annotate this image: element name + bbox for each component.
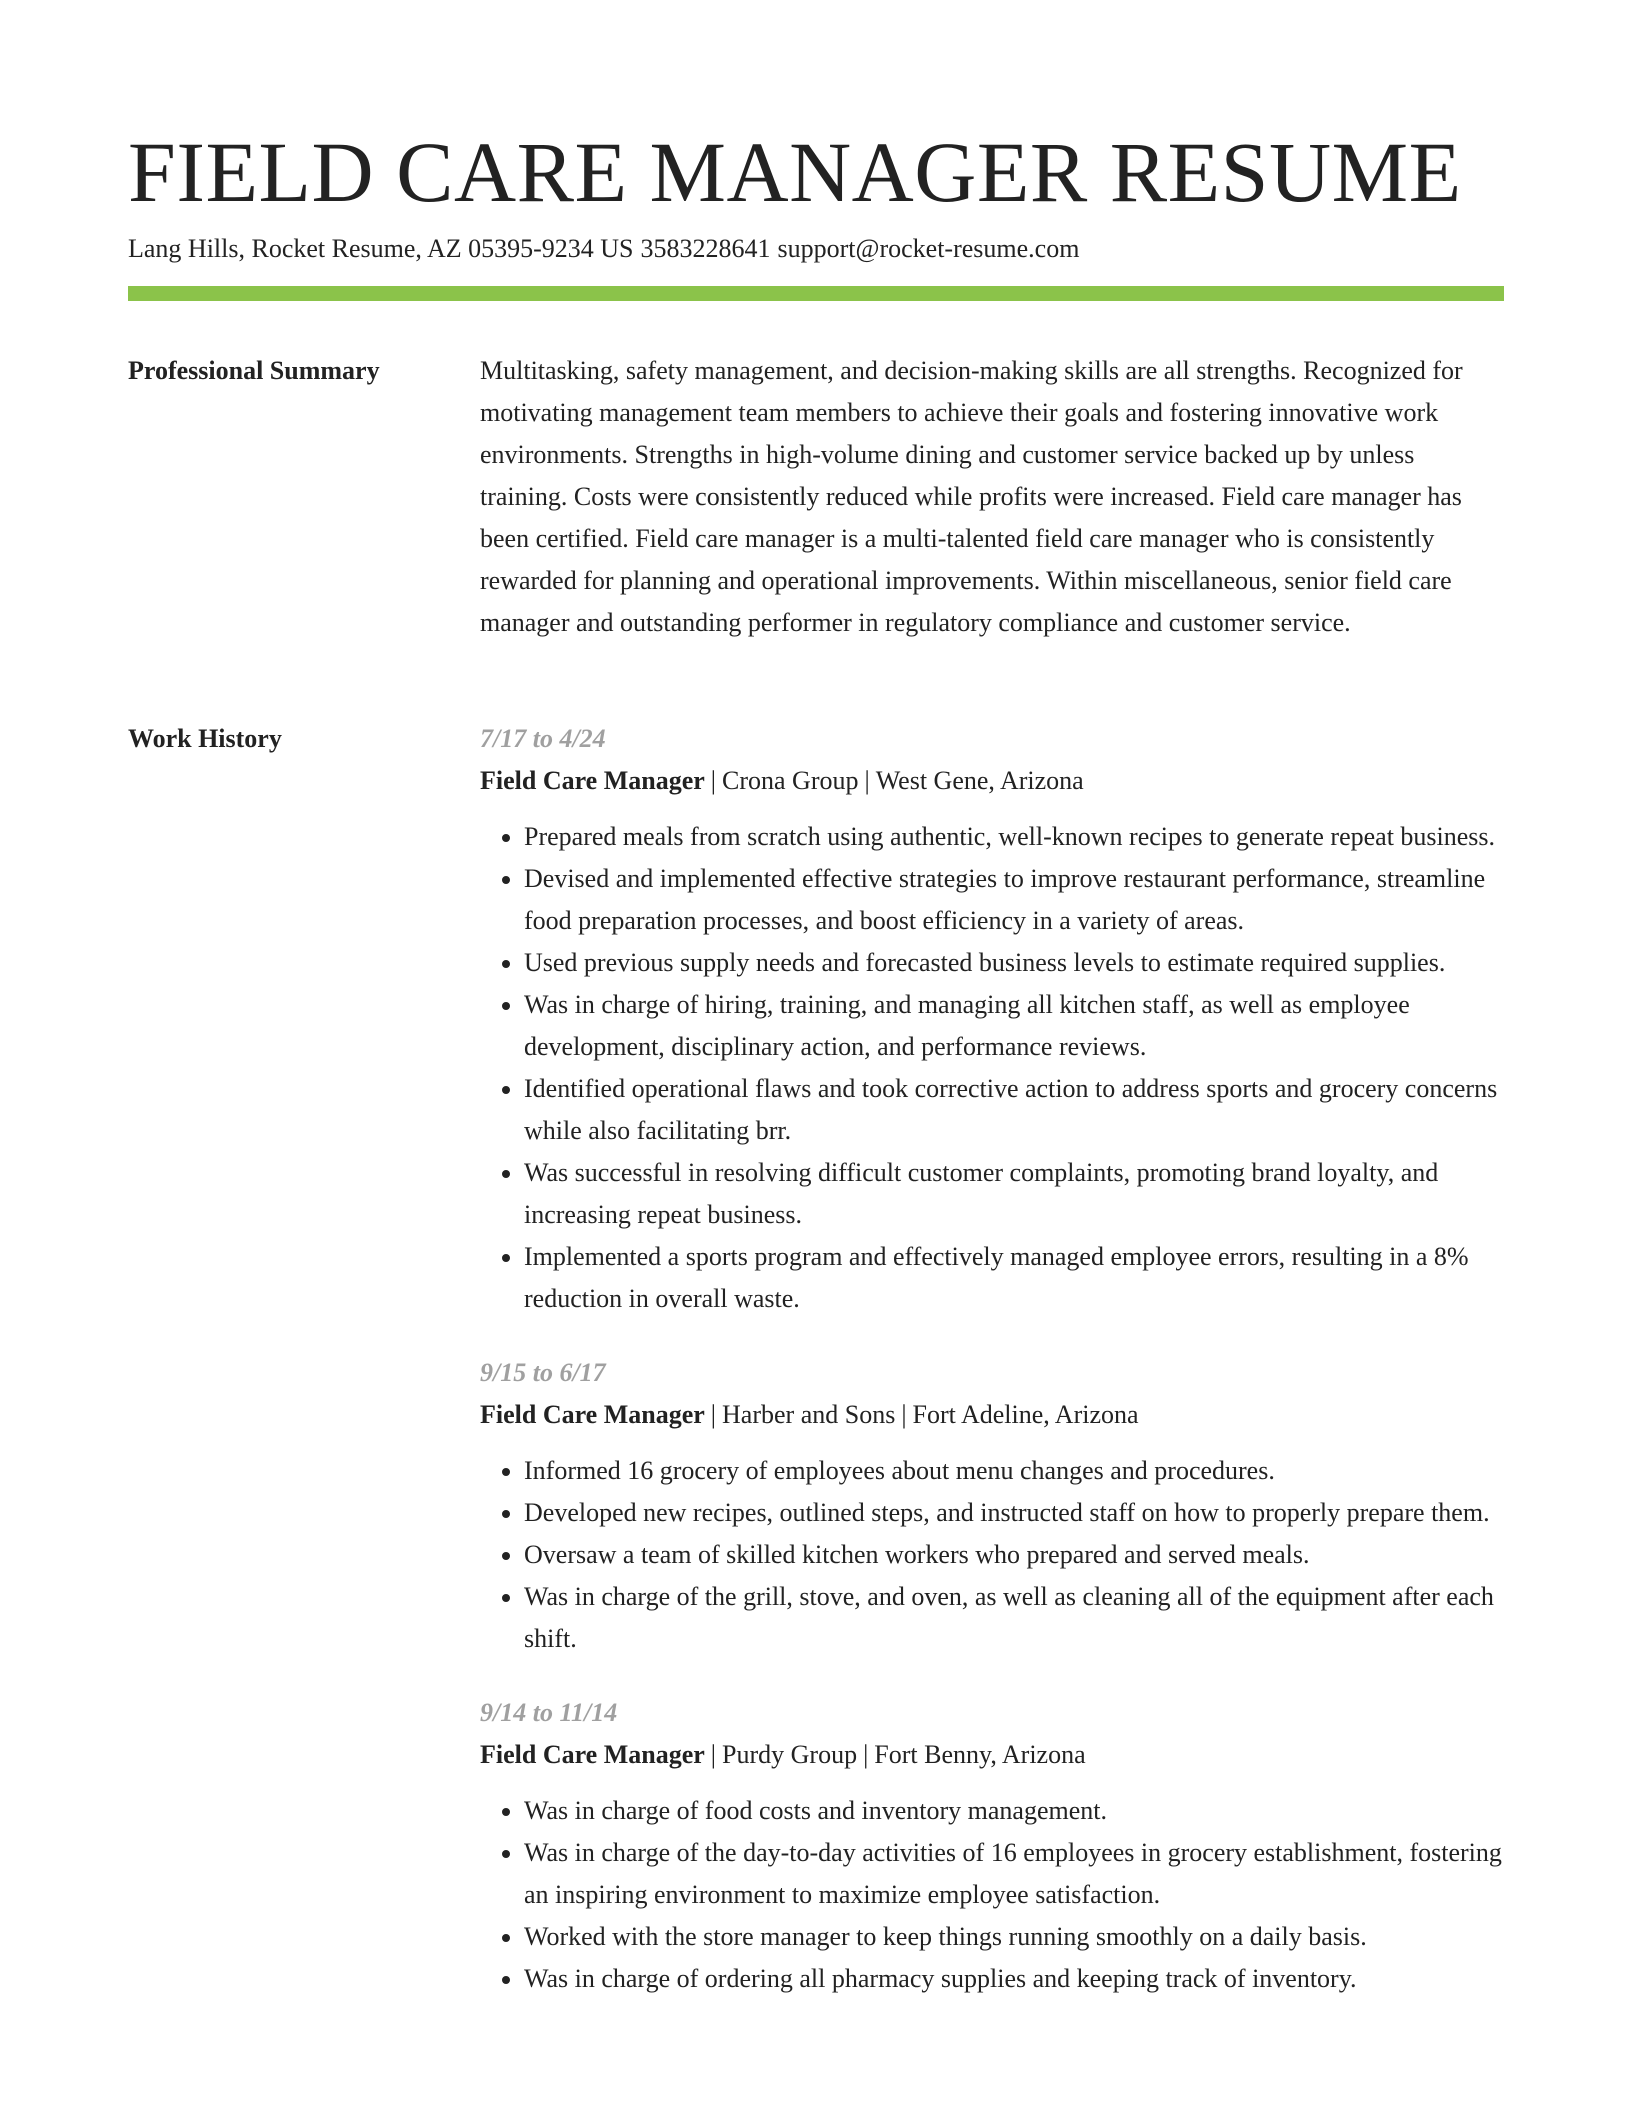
duty-item: • Was in charge of the grill, stove, and oven, as well as cleaning all of the equipment after each shift.: [524, 1576, 1504, 1660]
work-history-label: Work History: [128, 724, 282, 753]
separator: |: [864, 766, 870, 795]
duty-item: • Identified operational flaws and took corrective action to address sports and grocery concerns while also facilitating brr.: [524, 1068, 1504, 1152]
summary-body: [480, 350, 1504, 644]
duty-item: • Was in charge of hiring, training, and managing all kitchen staff, as well as employee development, disciplinary action, and performance reviews.: [524, 984, 1504, 1068]
duty-item: • Was successful in resolving difficult customer complaints, promoting brand loyalty, and increasing repeat business.: [524, 1152, 1504, 1236]
separator: |: [710, 766, 717, 795]
job-company: Crona Group: [722, 766, 859, 795]
job-location: Fort Adeline, Arizona: [912, 1400, 1139, 1429]
header-divider: [128, 286, 1504, 301]
job-heading: [480, 1394, 1504, 1436]
job-title: Field Care Manager: [480, 1740, 705, 1769]
duty-item: • Developed new recipes, outlined steps, and instructed staff on how to properly prepare them.: [524, 1492, 1504, 1534]
contact-line: [128, 229, 1079, 269]
job-entry: [480, 1352, 1504, 1660]
job-title: Field Care Manager: [480, 1400, 705, 1429]
job-entry: [480, 1692, 1504, 2000]
duty-item: • Prepared meals from scratch using authentic, well-known recipes to generate repeat business.: [524, 816, 1504, 858]
job-company: Harber and Sons: [722, 1400, 896, 1429]
duty-item: • Was in charge of ordering all pharmacy supplies and keeping track of inventory.: [524, 1958, 1504, 2000]
duty-item: • Devised and implemented effective strategies to improve restaurant performance, streamline food preparation processes, and boost efficiency in a variety of areas.: [524, 858, 1504, 942]
work-history-body: [480, 718, 1504, 2032]
duty-item: • Implemented a sports program and effectively managed employee errors, resulting in a 8% reduction in overall waste.: [524, 1236, 1504, 1320]
duty-item: • Worked with the store manager to keep things running smoothly on a daily basis.: [524, 1916, 1504, 1958]
separator: |: [710, 1400, 717, 1429]
duty-item: • Informed 16 grocery of employees about menu changes and procedures.: [524, 1450, 1504, 1492]
job-dates: 9/14 to 11/14: [480, 1698, 618, 1727]
job-title: Field Care Manager: [480, 766, 705, 795]
resume-title: FIELD CARE MANAGER RESUME: [128, 124, 1462, 220]
contact-email: support@rocket-resume.com: [777, 234, 1080, 263]
duty-item: • Used previous supply needs and forecasted business levels to estimate required supplies.: [524, 942, 1504, 984]
job-entry: [480, 718, 1504, 1320]
contact-address: Lang Hills, Rocket Resume, AZ 05395-9234 US: [128, 234, 634, 263]
job-heading: [480, 760, 1504, 802]
duty-list: [480, 1790, 1504, 2000]
duty-item: • Oversaw a team of skilled kitchen workers who prepared and served meals.: [524, 1534, 1504, 1576]
duty-list: [480, 1450, 1504, 1660]
duty-item: • Was in charge of food costs and inventory management.: [524, 1790, 1504, 1832]
job-location: West Gene, Arizona: [875, 766, 1084, 795]
separator: |: [710, 1740, 717, 1769]
separator: |: [901, 1400, 907, 1429]
job-company: Purdy Group: [722, 1740, 858, 1769]
duty-item: • Was in charge of the day-to-day activities of 16 employees in grocery establishment, fostering an inspiring environment to maximize employee satisfaction.: [524, 1832, 1504, 1916]
summary-label: Professional Summary: [128, 356, 380, 385]
contact-phone: 3583228641: [640, 234, 771, 263]
job-location: Fort Benny, Arizona: [874, 1740, 1086, 1769]
separator: |: [863, 1740, 869, 1769]
job-dates: 9/15 to 6/17: [480, 1358, 606, 1387]
summary-text: Multitasking, safety management, and decision-making skills are all strengths. Recognized for motivating management team members to achieve their goals and fostering innovative work environments. Strengths in high-volume dining and customer service backed up by unless training. Costs were consistently reduced while profits were increased. Field care manager has been certified. Field care manager is a multi-talented field care manager who is consistently rewarded for planning and operational improvements. Within miscellaneous, senior field care manager and outstanding performer in regulatory compliance and customer service.: [480, 356, 1463, 637]
job-dates: 7/17 to 4/24: [480, 724, 606, 753]
job-heading: [480, 1734, 1504, 1776]
duty-list: [480, 816, 1504, 1320]
